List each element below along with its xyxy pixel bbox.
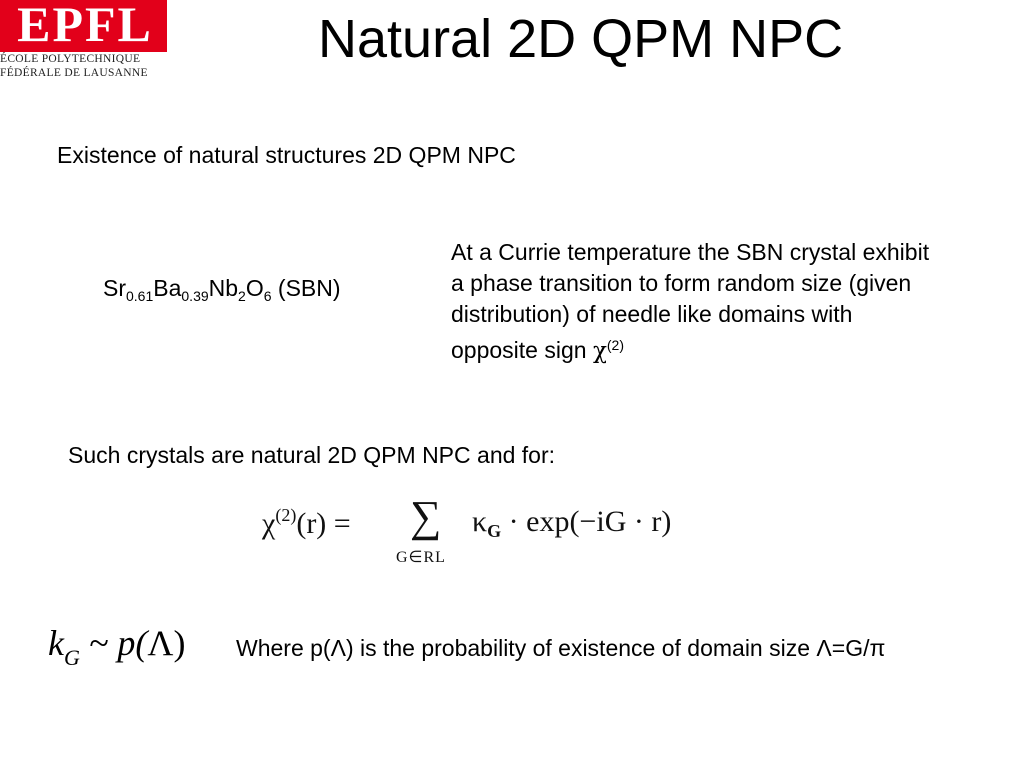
- sbn-o: O: [245, 275, 264, 301]
- kg-relation: [48, 622, 185, 671]
- equation-chi: χ: [262, 507, 276, 540]
- sbn-o-sub: 6: [263, 288, 272, 304]
- description-text: [451, 237, 931, 367]
- equation-lhs: [262, 505, 351, 541]
- sbn-sr-sub: 0.61: [126, 288, 154, 304]
- intro-text: Existence of natural structures 2D QPM NPC: [57, 142, 516, 168]
- kg-close: ): [173, 623, 186, 663]
- epfl-logo-line-1: ÉCOLE POLYTECHNIQUE: [0, 53, 141, 65]
- summation-symbol: ∑: [410, 492, 442, 541]
- epfl-logo-line-2: FÉDÉRALE DE LAUSANNE: [0, 67, 148, 79]
- equation-rhs: [472, 505, 671, 542]
- summation-range: G∈RL: [396, 549, 446, 566]
- sbn-ba-sub: 0.39: [181, 288, 209, 304]
- sbn-nb: Nb: [208, 275, 239, 301]
- sbn-ba: Ba: [153, 275, 182, 301]
- equation-kappa: κ: [472, 505, 488, 538]
- sbn-abbr: (SBN): [271, 275, 341, 301]
- such-crystals-text: Such crystals are natural 2D QPM NPC and for:: [68, 442, 556, 468]
- where-text: Where p(Λ) is the probability of existence of domain size Λ=G/π: [236, 635, 886, 661]
- equation-exp: · exp(−iG · r): [501, 505, 672, 538]
- chi-symbol: χ: [592, 338, 607, 364]
- kg-sub: G: [63, 645, 80, 670]
- epfl-logo-mark: [0, 0, 167, 52]
- sbn-nb-sub: 2: [238, 288, 246, 304]
- equation-lhs-arg: (r) =: [296, 507, 351, 540]
- sbn-formula: [103, 275, 341, 304]
- kg-rest: ~ p(: [79, 623, 148, 663]
- description-body: At a Currie temperature the SBN crystal exhibit a phase transition to form random size (given distribution) of needle like domains with opposite sign: [451, 239, 930, 363]
- sbn-sr: Sr: [103, 275, 126, 301]
- equation-chi-sup: (2): [275, 505, 297, 525]
- epfl-logo: [0, 0, 168, 82]
- kg-lambda: Λ: [147, 623, 174, 663]
- chi-superscript: (2): [606, 337, 624, 353]
- epfl-wordmark: EPFL: [17, 0, 153, 52]
- slide-title: Natural 2D QPM NPC: [318, 9, 844, 69]
- equation-kappa-sub: G: [487, 521, 502, 541]
- kg-k: k: [48, 623, 64, 663]
